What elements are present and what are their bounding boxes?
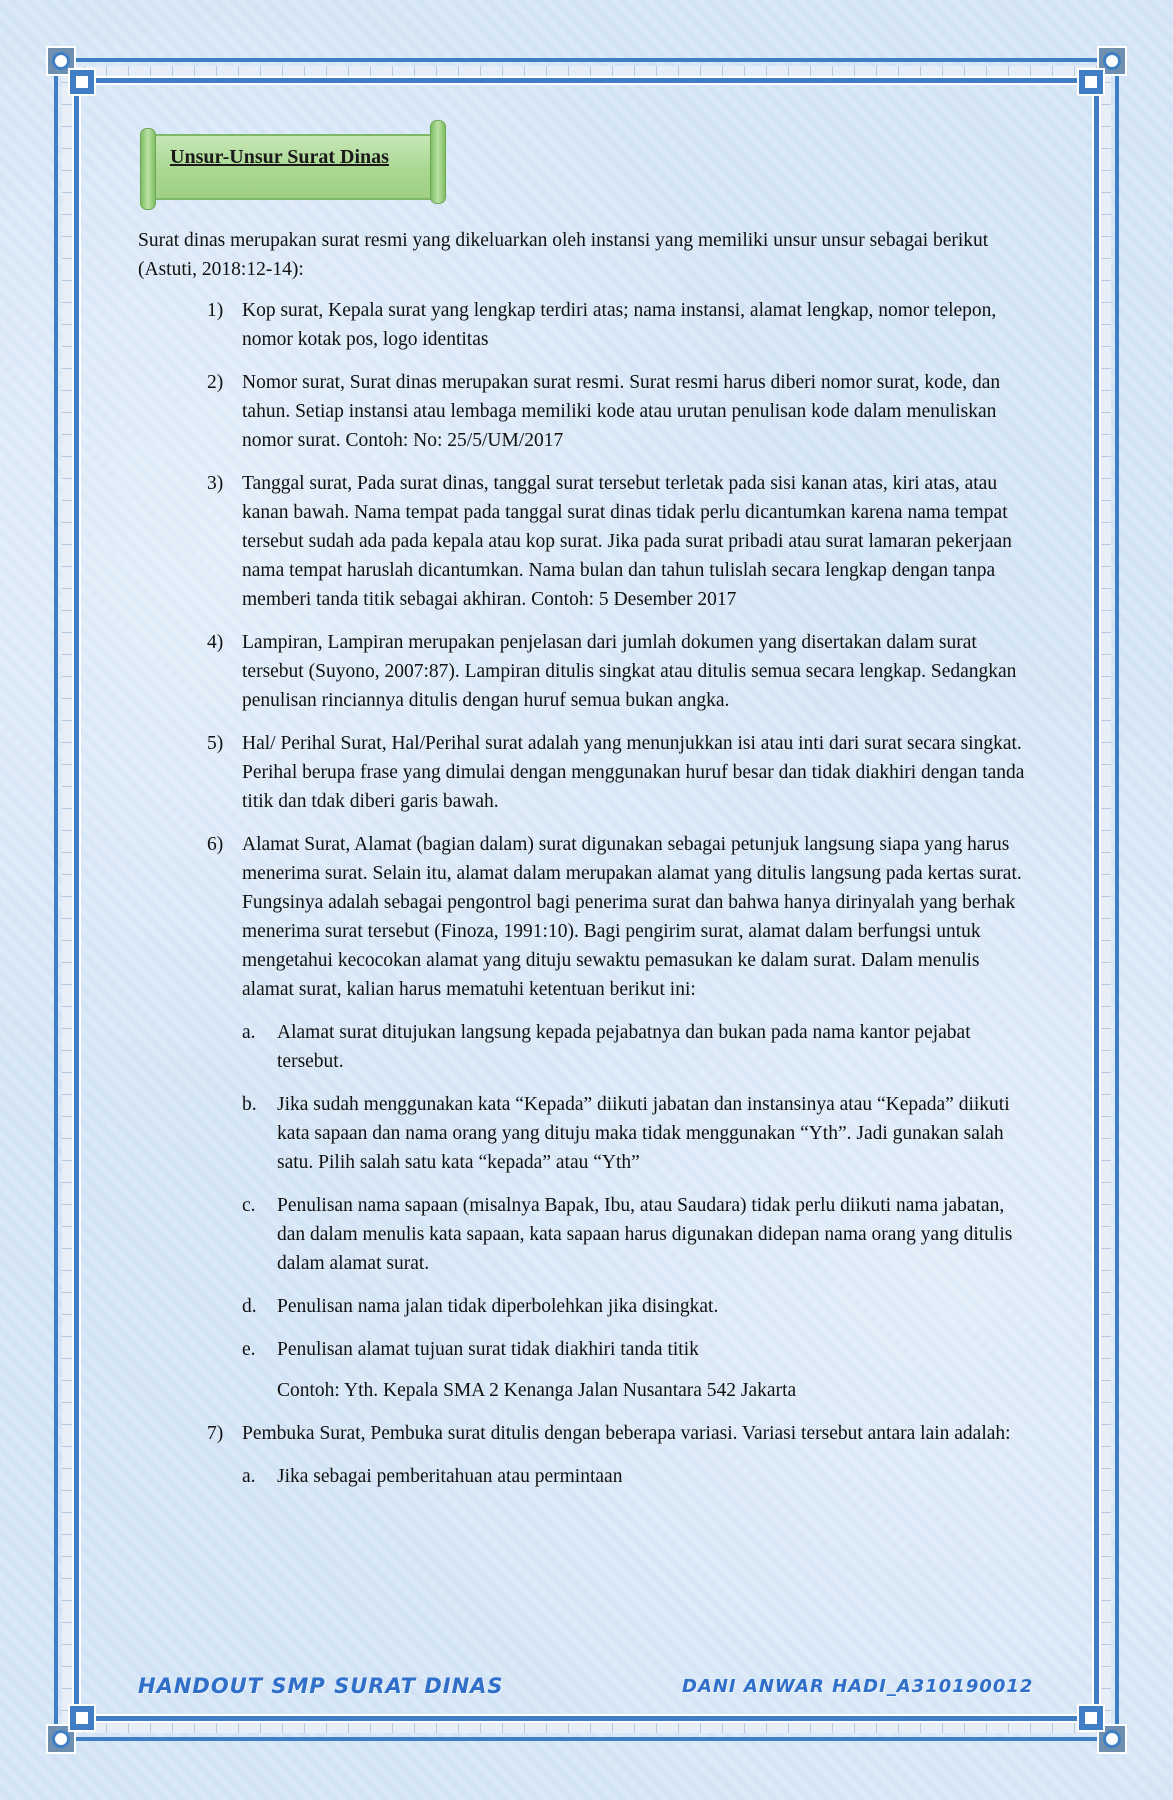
list-item-text: Nomor surat, Surat dinas merupakan surat resmi. Surat resmi harus diberi nomor surat, kode, dan tahun. Setiap instansi atau lembaga memiliki kode atau urutan penulisan kode dalam menuliskan nomor surat. Contoh: No: 25/5/UM/2017 xyxy=(242,372,1001,451)
list-item-number: 5) xyxy=(207,733,224,754)
list-item-number: 3) xyxy=(207,473,224,494)
list-item-number: 4) xyxy=(207,632,224,653)
footer-handout-title: HANDOUT SMP SURAT DINAS xyxy=(138,1674,504,1698)
sub-list-item xyxy=(242,1462,1028,1491)
footer-author: DANI ANWAR HADI_A310190012 xyxy=(682,1676,1034,1697)
list-item xyxy=(138,628,1028,715)
list-item-text: Hal/ Perihal Surat, Hal/Perihal surat adalah yang menunjukkan isi atau inti dari surat secara singkat. Perihal berupa frase yang dimulai dengan menggunakan huruf besar dan tidak diakhiri dengan tanda titik dan tdak diberi garis bawah. xyxy=(242,733,1025,812)
list-item-number: 7) xyxy=(207,1423,224,1444)
address-rules-sublist xyxy=(242,1018,1028,1364)
sub-list-letter: a. xyxy=(242,1022,256,1043)
opening-variants-sublist xyxy=(242,1462,1028,1491)
sub-list-text: Penulisan nama sapaan (misalnya Bapak, Ibu, atau Saudara) tidak perlu diikuti nama jabatan, dan dalam menulis kata sapaan, kata sapaan harus digunakan didepan nama orang yang ditulis dalam alamat surat. xyxy=(277,1195,1013,1274)
address-example: Contoh: Yth. Kepala SMA 2 Kenanga Jalan Nusantara 542 Jakarta xyxy=(277,1380,797,1401)
list-item xyxy=(138,296,1028,354)
sub-list-item xyxy=(242,1018,1028,1076)
list-item-number: 1) xyxy=(207,300,224,321)
corner-ornament-bottom-right xyxy=(1073,1700,1127,1754)
sub-list-letter: b. xyxy=(242,1094,257,1115)
list-item xyxy=(138,1419,1028,1491)
frame-tile-left xyxy=(62,66,74,1733)
list-item-text: Kop surat, Kepala surat yang lengkap terdiri atas; nama instansi, alamat lengkap, nomor telepon, nomor kotak pos, logo identitas xyxy=(242,300,997,350)
title-scroll-banner xyxy=(140,128,446,210)
sub-list-letter: a. xyxy=(242,1466,256,1487)
corner-ornament-bottom-left xyxy=(46,1700,100,1754)
sub-list-item xyxy=(242,1292,1028,1321)
list-item xyxy=(138,729,1028,816)
list-item-text: Tanggal surat, Pada surat dinas, tanggal surat tersebut terletak pada sisi kanan atas, kiri atas, atau kanan bawah. Nama tempat pada tanggal surat dinas tidak perlu dicantumkan karena nama tempat tersebut sudah ada pada kepala atau kop surat. Jika pada surat pribadi atau surat lamaran pekerjaan nama tempat haruslah dicantumkan. Nama bulan dan tahun tulislah secara lengkap dengan tanpa memberi tanda titik sebagai akhiran. Contoh: 5 Desember 2017 xyxy=(242,473,1012,610)
elements-list xyxy=(138,296,1028,1491)
sub-list-item xyxy=(242,1191,1028,1278)
corner-ornament-top-right xyxy=(1073,46,1127,100)
list-item-number: 2) xyxy=(207,372,224,393)
sub-list-text: Jika sebagai pemberitahuan atau permintaan xyxy=(277,1466,623,1487)
corner-ornament-top-left xyxy=(46,46,100,100)
list-item-text: Pembuka Surat, Pembuka surat ditulis dengan beberapa variasi. Variasi tersebut antara lain adalah: xyxy=(242,1423,1011,1444)
intro-paragraph: Surat dinas merupakan surat resmi yang dikeluarkan oleh instansi yang memiliki unsur unsur sebagai berikut (Astuti, 2018:12-14): xyxy=(138,230,989,280)
list-item xyxy=(138,368,1028,455)
scroll-curl-left xyxy=(140,128,156,210)
sub-list-item xyxy=(242,1090,1028,1177)
sub-list-letter: c. xyxy=(242,1195,256,1216)
sub-list-text: Penulisan alamat tujuan surat tidak diakhiri tanda titik xyxy=(277,1339,699,1360)
frame-tile-top xyxy=(62,66,1111,78)
list-item-text: Lampiran, Lampiran merupakan penjelasan dari jumlah dokumen yang disertakan dalam surat tersebut (Suyono, 2007:87). Lampiran ditulis singkat atau ditulis semua secara lengkap. Sedangkan penulisan rinciannya ditulis dengan huruf semua bukan angka. xyxy=(242,632,1017,711)
page-title: Unsur-Unsur Surat Dinas xyxy=(170,146,389,168)
list-item xyxy=(138,830,1028,1405)
sub-list-letter: d. xyxy=(242,1296,257,1317)
frame-tile-right xyxy=(1099,66,1111,1733)
sub-list-item xyxy=(242,1335,1028,1364)
sub-list-text: Penulisan nama jalan tidak diperbolehkan jika disingkat. xyxy=(277,1296,719,1317)
list-item xyxy=(138,469,1028,614)
scroll-curl-right xyxy=(430,120,446,204)
sub-list-text: Jika sudah menggunakan kata “Kepada” diikuti jabatan dan instansinya atau “Kepada” diikuti kata sapaan dan nama orang yang dituju maka tidak menggunakan “Yth”. Jadi gunakan salah satu. Pilih salah satu kata “kepada” atau “Yth” xyxy=(277,1094,1010,1173)
document-body xyxy=(138,226,1028,1505)
list-item-text: Alamat Surat, Alamat (bagian dalam) surat digunakan sebagai petunjuk langsung siapa yang harus menerima surat. Selain itu, alamat dalam merupakan alamat yang ditulis langsung pada kertas surat. Fungsinya adalah sebagai pengontrol bagi penerima surat dan bahwa hanya dirinyalah yang berhak menerima surat tersebut (Finoza, 1991:10). Bagi pengirim surat, alamat dalam berfungsi untuk mengetahui kecocokan alamat yang dituju sewaktu pemasukan ke dalam surat. Dalam menulis alamat surat, kalian harus mematuhi ketentuan berikut ini: xyxy=(242,834,1022,1000)
sub-list-text: Alamat surat ditujukan langsung kepada pejabatnya dan bukan pada nama kantor pejabat tersebut. xyxy=(277,1022,971,1072)
sub-list-letter: e. xyxy=(242,1339,256,1360)
frame-tile-bottom xyxy=(62,1721,1111,1733)
list-item-number: 6) xyxy=(207,834,224,855)
